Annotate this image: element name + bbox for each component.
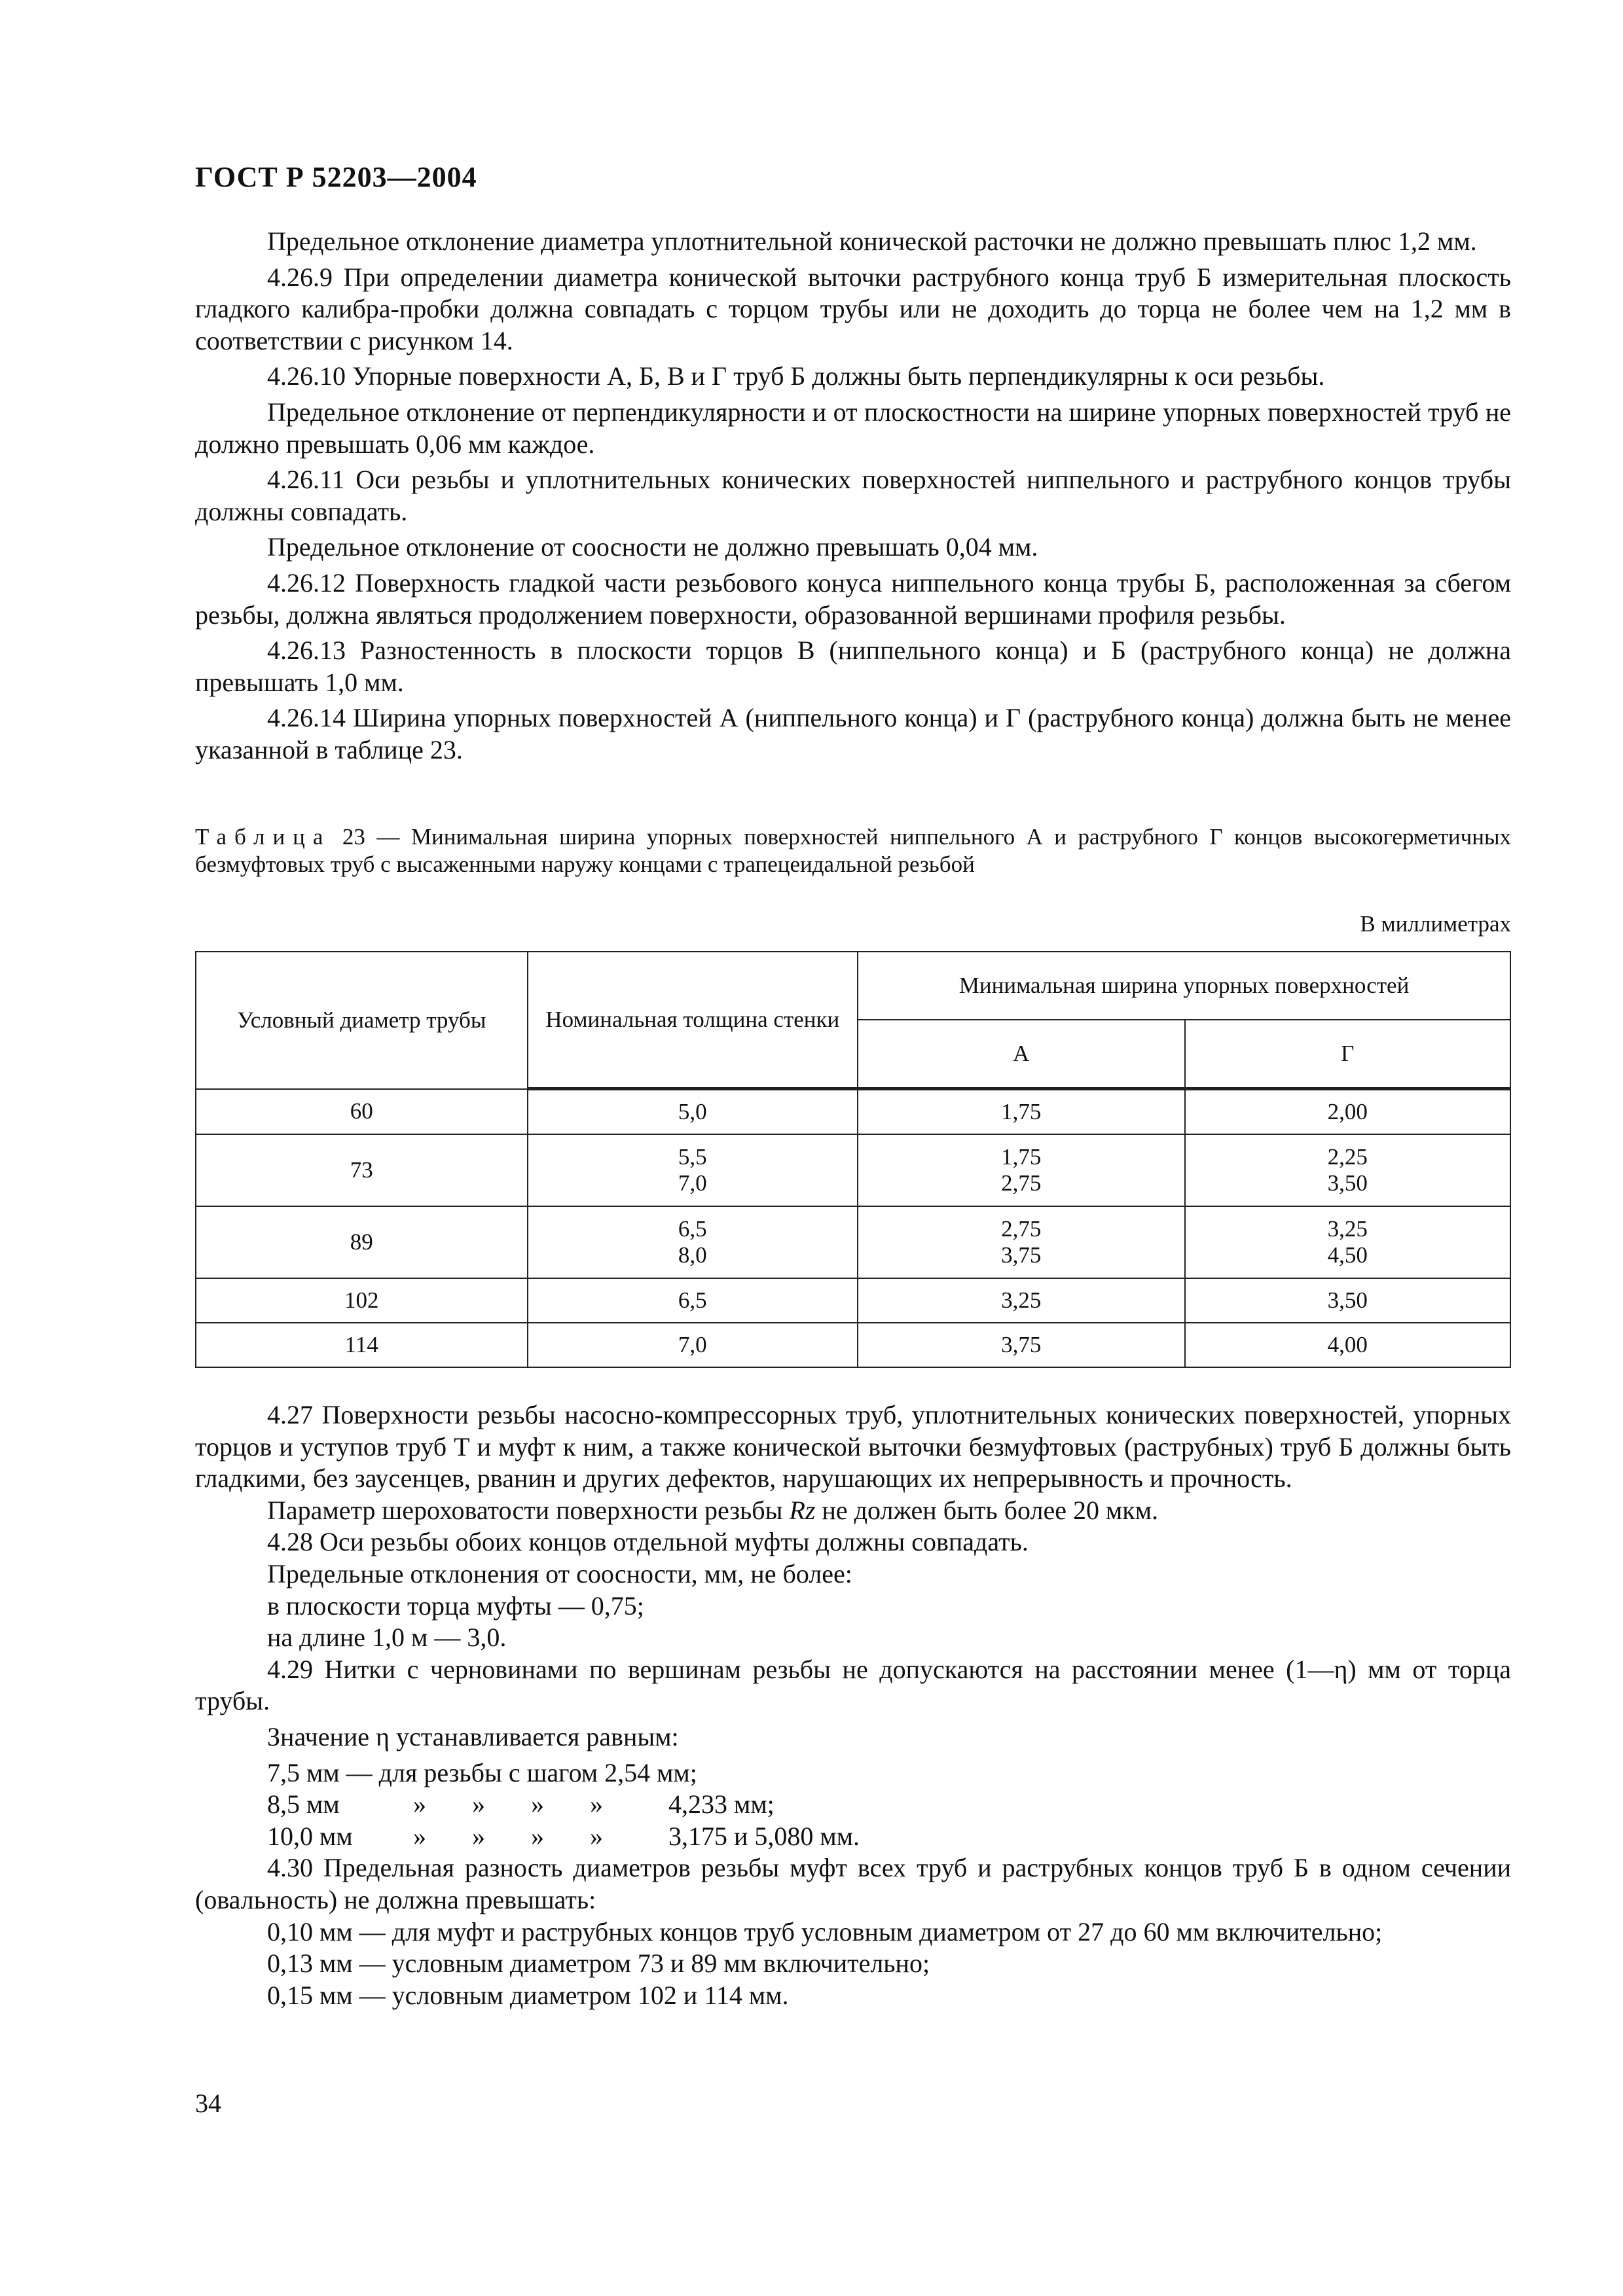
cell-width-g — [1185, 1134, 1510, 1206]
pitch-line-8-5 — [195, 1789, 1511, 1821]
paragraph: Предельное отклонение диаметра уплотнительной конической расточки не должно превышать плюс 1,2 мм. — [267, 226, 1477, 256]
cell-width-g — [1185, 1206, 1510, 1278]
cell-value: 8,0 — [678, 1242, 707, 1268]
cell-thickness — [528, 1134, 858, 1206]
table-caption-label: Таблица — [195, 824, 331, 850]
cell-value: 3,75 — [1001, 1242, 1042, 1268]
cell-width-a: 1,75 — [858, 1089, 1184, 1135]
cell-value: 2,75 — [1001, 1216, 1042, 1242]
page-number: 34 — [195, 2089, 221, 2118]
roughness-symbol: Rz — [789, 1495, 816, 1525]
cell-value: 1,75 — [1001, 1144, 1042, 1170]
ditto-mark: » — [472, 1821, 485, 1851]
body-text-bottom — [195, 1399, 1511, 2011]
table-row — [196, 1278, 1510, 1323]
cell-value: 5,5 — [678, 1144, 707, 1170]
cell-width-g: 3,50 — [1185, 1278, 1510, 1323]
pitch-value: 10,0 мм — [267, 1821, 353, 1851]
ditto-mark: » — [590, 1789, 603, 1820]
ditto-mark: » — [531, 1821, 544, 1851]
cell-width-g: 2,00 — [1185, 1089, 1510, 1135]
paragraph: Предельное отклонение от перпендикулярности и от плоскостности на ширине упорных поверхностей труб не должно превышать 0,06 мм каждое. — [195, 397, 1511, 459]
table-caption-text: 23 — Минимальная ширина упорных поверхностей ниппельного А и раструбного Г концов высокогерметичных безмуфтовых труб с высаженными наружу концами с трапецеидальной резьбой — [195, 824, 1511, 877]
paragraph: 7,5 мм — для резьбы с шагом 2,54 мм; — [267, 1757, 697, 1787]
table-row — [196, 1206, 1510, 1278]
pitch-rest: 3,175 и 5,080 мм. — [668, 1821, 860, 1851]
cell-value: 3,50 — [1327, 1170, 1368, 1196]
paragraph: 4.26.13 Разностенность в плоскости торцов В (ниппельного конца) и Б (раструбного конца) не должна превышать 1,0 мм. — [195, 636, 1511, 697]
paragraph: 0,13 мм — условным диаметром 73 и 89 мм включительно; — [267, 1948, 930, 1979]
paragraph: 4.27 Поверхности резьбы насосно-компрессорных труб, уплотнительных конических поверхностей, упорных торцов и уступов труб Т и муфт к ним, а также конической выточки безмуфтовых (раструбных) труб Б должны быть гладкими, без заусенцев, рванин и других дефектов, нарушающих их непрерывность и прочность. — [195, 1400, 1511, 1494]
cell-thickness: 5,0 — [528, 1089, 858, 1135]
paragraph: Значение η устанавливается равным: — [267, 1721, 679, 1751]
table-row — [196, 1323, 1510, 1367]
text-run: не должен быть более 20 мкм. — [815, 1495, 1159, 1525]
spec-table — [195, 951, 1511, 1368]
paragraph: 0,10 мм — для муфт и раструбных концов труб условным диаметром от 27 до 60 мм включительно; — [267, 1916, 1383, 1946]
ditto-mark: » — [531, 1789, 544, 1820]
paragraph: в плоскости торца муфты — 0,75; — [267, 1590, 644, 1621]
table-units: В миллиметрах — [1360, 911, 1511, 937]
paragraph: 0,15 мм — условным диаметром 102 и 114 мм. — [267, 1980, 789, 2010]
table-caption — [195, 823, 1511, 878]
document-code: ГОСТ Р 52203—2004 — [195, 161, 477, 193]
pitch-value: 8,5 мм — [267, 1789, 340, 1820]
paragraph — [195, 1495, 1511, 1527]
cell-width-a: 3,25 — [858, 1278, 1184, 1323]
ditto-mark: » — [472, 1789, 485, 1820]
paragraph: Предельное отклонение от соосности не должно превышать 0,04 мм. — [267, 532, 1038, 562]
paragraph: на длине 1,0 м — 3,0. — [267, 1623, 507, 1653]
header-col-g: Г — [1185, 1020, 1510, 1089]
header-col-a: А — [858, 1020, 1184, 1089]
cell-value: 6,5 — [678, 1216, 707, 1242]
pitch-rest: 4,233 мм; — [668, 1789, 775, 1820]
paragraph: 4.26.10 Упорные поверхности А, Б, В и Г труб Б должны быть перпендикулярны к оси резьбы. — [267, 361, 1325, 391]
cell-width-g: 4,00 — [1185, 1323, 1510, 1367]
table-row — [196, 1089, 1510, 1135]
cell-thickness: 7,0 — [528, 1323, 858, 1367]
table-row — [196, 1134, 1510, 1206]
ditto-mark: » — [413, 1821, 426, 1851]
paragraph: 4.26.12 Поверхность гладкой части резьбового конуса ниппельного конца трубы Б, расположенная за сбегом резьбы, должна являться продолжением поверхности, образованной вершинами профиля резьбы. — [195, 567, 1511, 630]
cell-width-a: 3,75 — [858, 1323, 1184, 1367]
cell-value: 3,25 — [1327, 1216, 1368, 1242]
paragraph: 4.26.11 Оси резьбы и уплотнительных конических поверхностей ниппельного и раструбного концов трубы должны совпадать. — [195, 465, 1511, 526]
cell-diameter: 73 — [196, 1134, 528, 1206]
cell-diameter: 89 — [196, 1206, 528, 1278]
paragraph: 4.26.9 При определении диаметра конической выточки раструбного конца труб Б измерительная плоскость гладкого калибра-пробки должна совпадать с торцом трубы или не доходить до торца не более чем на 1,2 мм в соответствии с рисунком 14. — [195, 262, 1511, 355]
cell-diameter: 102 — [196, 1278, 528, 1323]
paragraph: 4.28 Оси резьбы обоих концов отдельной муфты должны совпадать. — [267, 1527, 1029, 1557]
header-thickness: Номинальная толщина стенки — [528, 952, 858, 1089]
cell-value: 2,75 — [1001, 1170, 1042, 1196]
cell-diameter: 60 — [196, 1089, 528, 1135]
header-min-width: Минимальная ширина упорных поверхностей — [858, 952, 1510, 1020]
cell-value: 4,50 — [1327, 1242, 1368, 1268]
cell-thickness — [528, 1206, 858, 1278]
cell-width-a — [858, 1134, 1184, 1206]
ditto-mark: » — [413, 1789, 426, 1820]
pitch-line-10-0 — [195, 1821, 1511, 1853]
paragraph: 4.26.14 Ширина упорных поверхностей А (ниппельного конца) и Г (раструбного конца) должна быть не менее указанной в таблице 23. — [195, 703, 1511, 764]
header-diameter: Условный диаметр трубы — [196, 952, 528, 1089]
ditto-mark: » — [590, 1821, 603, 1851]
paragraph: Предельные отклонения от соосности, мм, не более: — [267, 1558, 852, 1588]
body-text-top — [195, 226, 1511, 766]
text-run: Параметр шероховатости поверхности резьбы — [267, 1495, 790, 1525]
paragraph: 4.30 Предельная разность диаметров резьбы муфт всех труб и раструбных концов труб Б в одном сечении (овальность) не должна превышать: — [195, 1853, 1511, 1914]
paragraph: 4.29 Нитки с черновинами по вершинам резьбы не допускаются на расстоянии менее (1—η) мм от торца трубы. — [195, 1654, 1511, 1716]
cell-thickness: 6,5 — [528, 1278, 858, 1323]
cell-diameter: 114 — [196, 1323, 528, 1367]
cell-width-a — [858, 1206, 1184, 1278]
cell-value: 2,25 — [1327, 1144, 1368, 1170]
cell-value: 7,0 — [678, 1170, 707, 1196]
